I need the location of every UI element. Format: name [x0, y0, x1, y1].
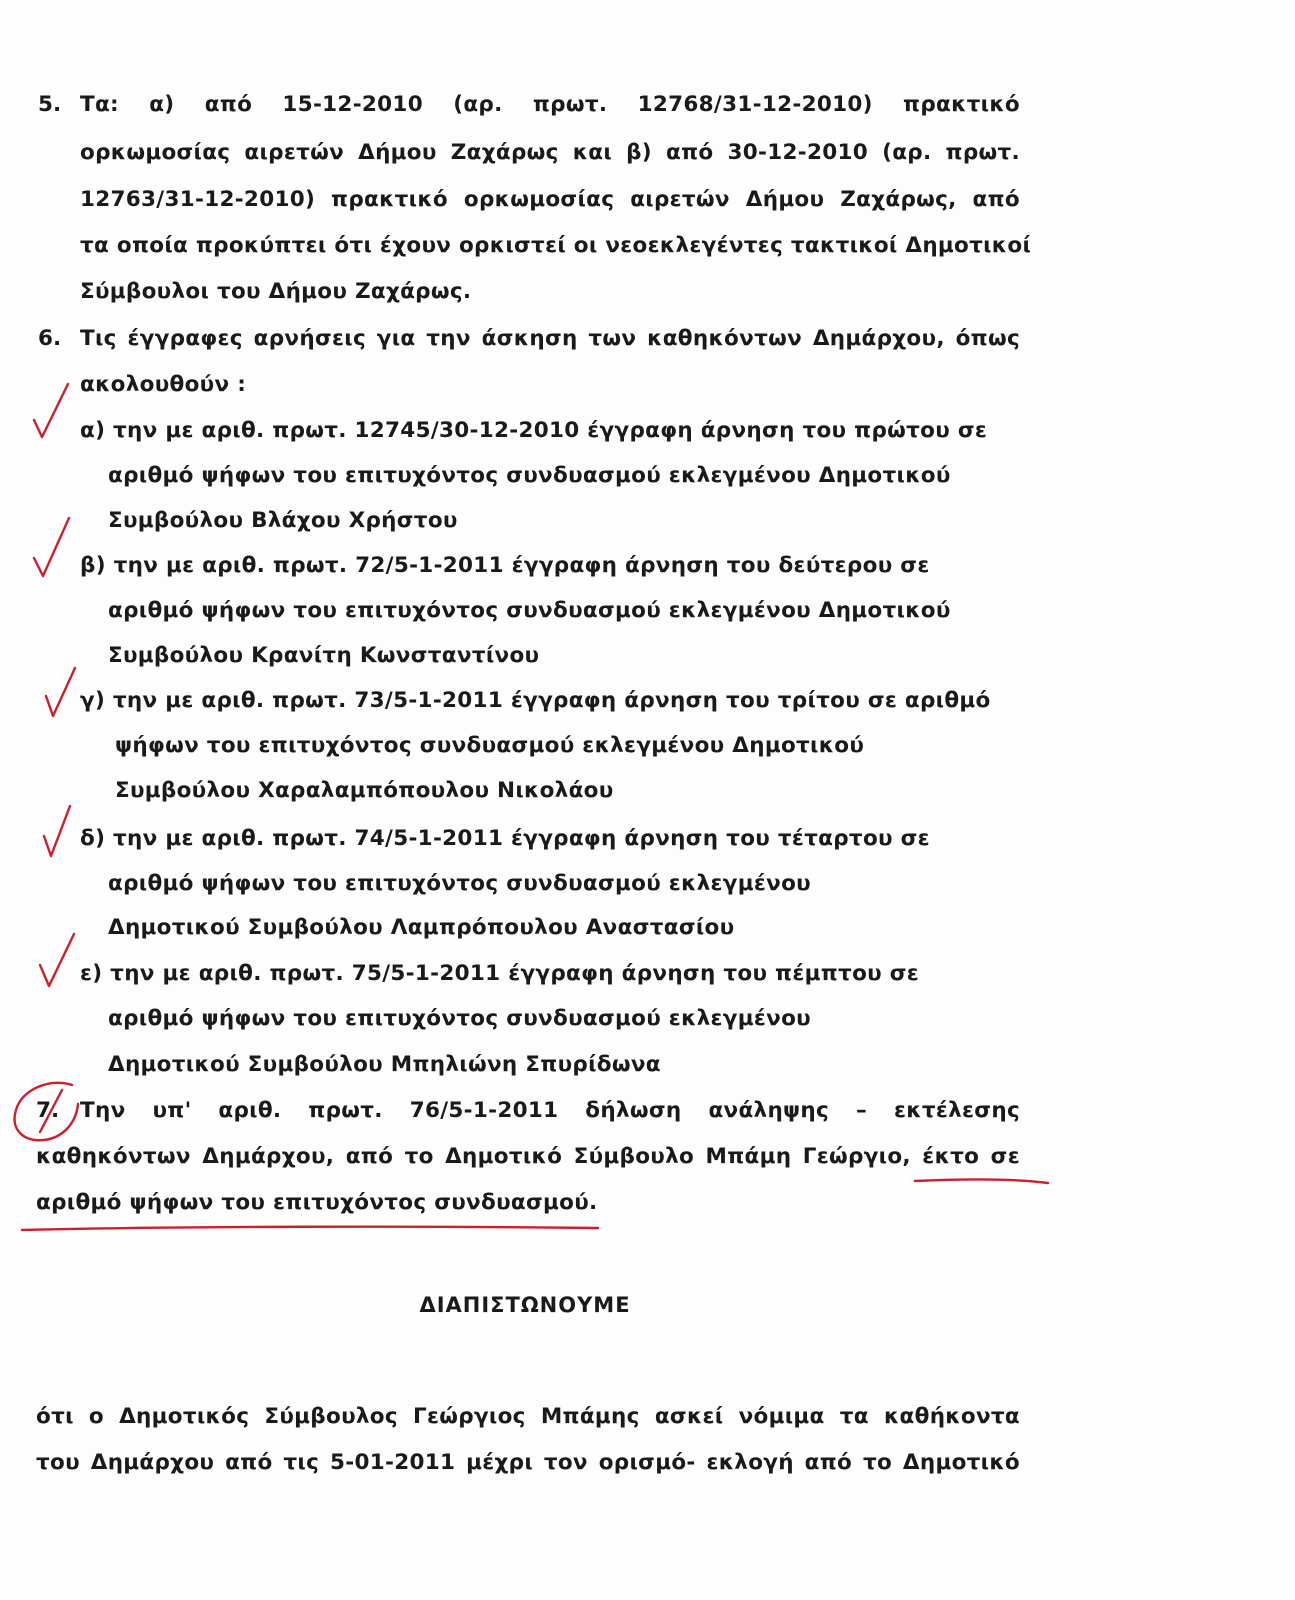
item-6b-line-2: αριθμό ψήφων του επιτυχόντος συνδυασμού εκλεγμένου Δημοτικού — [108, 598, 951, 623]
item-6a-line-1: α) την με αριθ. πρωτ. 12745/30-12-2010 έγγραφη άρνηση του πρώτου σε — [80, 418, 988, 443]
checkmark-c-icon — [46, 668, 75, 716]
checkmark-d-icon — [44, 806, 70, 856]
item-6c-line-2: ψήφων του επιτυχόντος συνδυασμού εκλεγμένου Δημοτικού — [115, 733, 865, 758]
item-6-line-2: ακολουθούν : — [80, 372, 247, 397]
item-6e-line-1: ε) την με αριθ. πρωτ. 75/5-1-2011 έγγραφη άρνηση του πέμπτου σε — [80, 961, 920, 986]
item-7-number: 7. — [36, 1098, 60, 1123]
checkmark-b-icon — [34, 518, 69, 576]
item-7-line-2: καθηκόντων Δημάρχου, από το Δημοτικό Σύμβουλο Μπάμη Γεώργιο, έκτο σε — [36, 1144, 1020, 1169]
item-7-line-1: Την υπ' αριθ. πρωτ. 76/5-1-2011 δήλωση ανάληψης – εκτέλεσης — [80, 1098, 1020, 1123]
item-6d-line-2: αριθμό ψήφων του επιτυχόντος συνδυασμού εκλεγμένου — [108, 871, 811, 896]
item-6b-line-1: β) την με αριθ. πρωτ. 72/5-1-2011 έγγραφη άρνηση του δεύτερου σε — [80, 553, 930, 578]
item-6d-line-3: Δημοτικού Συμβούλου Λαμπρόπουλου Αναστασίου — [108, 915, 735, 940]
item-6b-line-3: Συμβούλου Κρανίτη Κωνσταντίνου — [108, 643, 540, 668]
item-5-number: 5. — [38, 92, 62, 117]
item-6a-line-3: Συμβούλου Βλάχου Χρήστου — [108, 508, 458, 533]
item-6-number: 6. — [38, 326, 62, 351]
section-heading: ΔΙΑΠΙΣΤΩΝΟΥΜΕ — [419, 1293, 631, 1317]
item-5-line-3: 12763/31-12-2010) πρακτικό ορκωμοσίας αιρετών Δήμου Ζαχάρως, από — [80, 187, 1020, 212]
item-6a-line-2: αριθμό ψήφων του επιτυχόντος συνδυασμού εκλεγμένου Δημοτικού — [108, 463, 951, 488]
item-5-line-4: τα οποία προκύπτει ότι έχουν ορκιστεί οι νεοεκλεγέντες τακτικοί Δημοτικοί — [80, 233, 1032, 258]
underline-2-icon — [22, 1227, 598, 1230]
item-5-line-2: ορκωμοσίας αιρετών Δήμου Ζαχάρως και β) από 30-12-2010 (αρ. πρωτ. — [80, 140, 1020, 165]
conclusion-line-1: ότι ο Δημοτικός Σύμβουλος Γεώργιος Μπάμης ασκεί νόμιμα τα καθήκοντα — [36, 1404, 1020, 1429]
item-6-line-1: Τις έγγραφες αρνήσεις για την άσκηση των καθηκόντων Δημάρχου, όπως — [80, 326, 1020, 351]
item-6e-line-3: Δημοτικού Συμβούλου Μπηλιώνη Σπυρίδωνα — [108, 1052, 661, 1077]
conclusion-line-2: του Δημάρχου από τις 5-01-2011 μέχρι τον ορισμό- εκλογή από το Δημοτικό — [36, 1450, 1020, 1475]
item-6c-line-1: γ) την με αριθ. πρωτ. 73/5-1-2011 έγγραφη άρνηση του τρίτου σε αριθμό — [80, 688, 991, 713]
item-6e-line-2: αριθμό ψήφων του επιτυχόντος συνδυασμού εκλεγμένου — [108, 1006, 811, 1031]
item-6d-line-1: δ) την με αριθ. πρωτ. 74/5-1-2011 έγγραφη άρνηση του τέταρτου σε — [80, 826, 930, 851]
checkmark-e-icon — [40, 934, 74, 986]
item-7-line-3: αριθμό ψήφων του επιτυχόντος συνδυασμού. — [36, 1190, 598, 1215]
item-5-line-1: Τα: α) από 15-12-2010 (αρ. πρωτ. 12768/31-12-2010) πρακτικό — [80, 92, 1020, 117]
item-6c-line-3: Συμβούλου Χαραλαμπόπουλου Νικολάου — [115, 778, 614, 803]
underline-1-icon — [915, 1179, 1048, 1183]
checkmark-a-icon — [34, 384, 68, 437]
item-5-line-5: Σύμβουλοι του Δήμου Ζαχάρως. — [80, 279, 472, 304]
